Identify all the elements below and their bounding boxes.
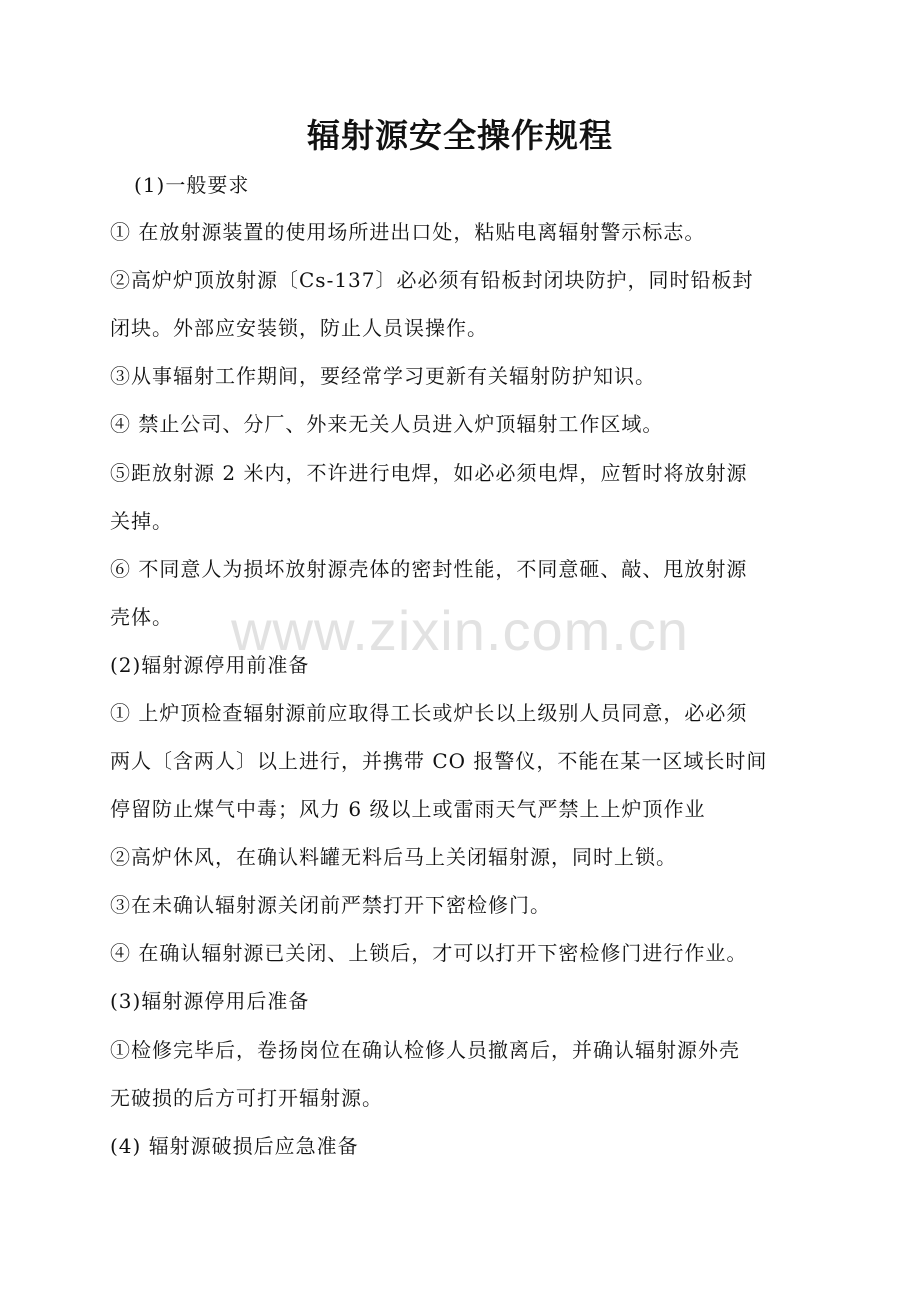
watermark: www.zixin.com.cn	[231, 599, 689, 662]
paragraph-line: ①检修完毕后，卷扬岗位在确认检修人员撤离后，并确认辐射源外壳	[110, 1038, 740, 1062]
section-heading-after-stop: (3)辐射源停用后准备	[110, 989, 310, 1013]
section-heading-before-stop: (2)辐射源停用前准备	[110, 653, 310, 677]
paragraph-line: 闭块。外部应安装锁，防止人员误操作。	[110, 316, 488, 340]
section-heading-emergency: (4) 辐射源破损后应急准备	[110, 1134, 359, 1158]
section-heading-general: (1)一般要求	[134, 173, 250, 197]
paragraph-line: ⑥ 不同意人为损坏放射源壳体的密封性能，不同意砸、敲、甩放射源	[110, 557, 748, 581]
paragraph-line: ③在未确认辐射源关闭前严禁打开下密检修门。	[110, 893, 551, 917]
paragraph-line: 壳体。	[110, 605, 173, 629]
paragraph-line: 两人〔含两人〕以上进行，并携带 CO 报警仪，不能在某一区域长时间	[110, 749, 768, 773]
paragraph-line: ④ 在确认辐射源已关闭、上锁后，才可以打开下密检修门进行作业。	[110, 941, 748, 965]
paragraph-line: ③从事辐射工作期间，要经常学习更新有关辐射防护知识。	[110, 364, 656, 388]
paragraph-line: ②高炉休风，在确认料罐无料后马上关闭辐射源，同时上锁。	[110, 845, 677, 869]
paragraph-line: ⑤距放射源 2 米内，不许进行电焊，如必必须电焊，应暂时将放射源	[110, 461, 748, 485]
page-title: 辐射源安全操作规程	[307, 116, 613, 155]
paragraph-line: 停留防止煤气中毒；风力 6 级以上或雷雨天气严禁上上炉顶作业	[110, 797, 706, 821]
paragraph-line: ① 在放射源装置的使用场所进出口处，粘贴电离辐射警示标志。	[110, 220, 706, 244]
paragraph-line: 关掉。	[110, 509, 173, 533]
paragraph-line: ②高炉炉顶放射源〔Cs-137〕必必须有铅板封闭块防护，同时铅板封	[110, 268, 754, 292]
paragraph-line: ① 上炉顶检查辐射源前应取得工长或炉长以上级别人员同意，必必须	[110, 701, 748, 725]
paragraph-line: 无破损的后方可打开辐射源。	[110, 1086, 383, 1110]
paragraph-line: ④ 禁止公司、分厂、外来无关人员进入炉顶辐射工作区域。	[110, 412, 664, 436]
